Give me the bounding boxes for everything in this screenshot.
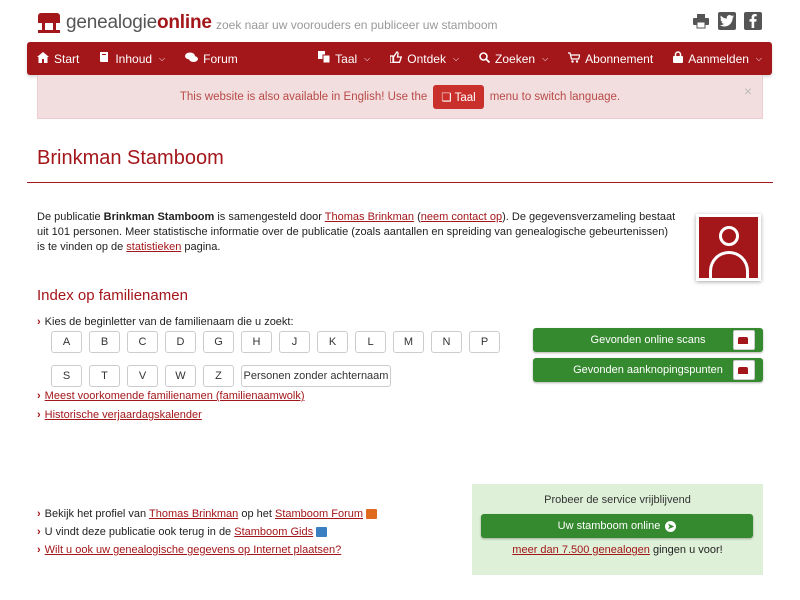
nav-taal-label: Taal	[335, 51, 358, 66]
nav-forum[interactable]	[175, 42, 248, 75]
nav-zoeken-label: Zoeken	[495, 51, 536, 66]
nav-forum-label: Forum	[203, 51, 238, 66]
chevron-right-icon: ›	[37, 390, 41, 402]
guide-icon	[316, 527, 327, 537]
page-title: Brinkman Stamboom	[37, 147, 224, 169]
chevron-right-icon: ›	[37, 526, 41, 538]
logo-icon	[38, 13, 60, 33]
no-surname-button[interactable]: Personen zonder achternaam	[241, 365, 391, 387]
contact-link[interactable]: neem contact op	[420, 211, 503, 223]
leads-label: Gevonden aanknopingspunten	[573, 364, 723, 376]
facebook-icon[interactable]	[744, 12, 762, 30]
promo-box	[472, 484, 763, 575]
chevron-down-icon: ⌵	[542, 53, 549, 63]
letter-button[interactable]: N	[431, 331, 462, 353]
genealogists-link[interactable]: meer dan 7.500 genealogen	[512, 544, 650, 556]
profile-line: › Bekijk het profiel van Thomas Brinkman op het Stamboom Forum	[37, 505, 377, 523]
chevron-down-icon: ⌵	[452, 53, 460, 63]
tagline: zoek naar uw voorouders en publiceer uw stamboom	[216, 18, 498, 32]
nav-inhoud[interactable]	[89, 42, 175, 75]
statistics-link[interactable]: statistieken	[126, 241, 182, 253]
letter-button[interactable]: A	[51, 331, 82, 353]
alert-taal-button[interactable]	[433, 85, 483, 109]
main-navbar	[27, 42, 772, 75]
letter-button[interactable]: H	[241, 331, 272, 353]
arrow-right-icon: ➤	[665, 521, 676, 532]
chevron-right-icon: ›	[37, 544, 41, 556]
letter-button[interactable]: D	[165, 331, 196, 353]
promo-title: Probeer de service vrijblijvend	[544, 494, 691, 506]
bottom-links	[37, 505, 377, 559]
cart-icon	[568, 52, 580, 66]
close-icon[interactable]: ×	[743, 83, 752, 99]
publish-link[interactable]: Wilt u ook uw genealogische gegevens op Internet plaatsen?	[44, 544, 342, 556]
top-bar	[38, 10, 762, 36]
comments-icon	[185, 52, 198, 66]
search-icon	[479, 52, 490, 66]
common-names-link[interactable]: Meest voorkomende familienamen (familienaamwolk)	[44, 390, 305, 402]
lock-icon	[673, 51, 683, 66]
stamboom-online-button[interactable]	[481, 514, 753, 538]
letter-button[interactable]: W	[165, 365, 196, 387]
letter-button[interactable]: Z	[203, 365, 234, 387]
nav-ontdek-label: Ontdek	[407, 51, 446, 66]
promo-footer: meer dan 7.500 genealogen gingen u voor!	[512, 544, 723, 556]
site-logo[interactable]	[38, 12, 212, 34]
author-link[interactable]: Thomas Brinkman	[324, 211, 415, 223]
publication-name: Brinkman Stamboom	[103, 211, 215, 223]
nav-abonnement[interactable]	[558, 42, 663, 75]
alert-text-after: menu to switch language.	[489, 90, 621, 103]
chevron-right-icon: ›	[37, 316, 41, 328]
forum-link[interactable]: Stamboom Forum	[275, 508, 364, 520]
nav-left	[27, 42, 248, 75]
translate-icon: ❏	[441, 91, 452, 104]
online-scans-button[interactable]	[533, 328, 763, 352]
letter-button[interactable]: J	[279, 331, 310, 353]
forum-icon	[366, 509, 377, 519]
chevron-right-icon: ›	[37, 409, 41, 421]
document-icon	[733, 360, 755, 380]
nav-start[interactable]	[27, 42, 89, 75]
guide-line: › U vindt deze publicatie ook terug in de Stamboom Gids	[37, 523, 377, 541]
share-icons	[692, 12, 762, 30]
print-icon[interactable]	[692, 12, 710, 30]
logo-text: genealogieonline	[66, 12, 212, 33]
document-icon	[733, 330, 755, 350]
birthday-calendar-link[interactable]: Historische verjaardagskalender	[44, 409, 202, 421]
letter-button[interactable]: P	[469, 331, 500, 353]
nav-taal[interactable]	[308, 42, 380, 75]
letter-button[interactable]: G	[203, 331, 234, 353]
nav-aanmelden-label: Aanmelden	[688, 51, 749, 66]
nav-aanmelden[interactable]	[663, 42, 772, 75]
chevron-down-icon: ⌵	[159, 53, 166, 63]
leads-button[interactable]	[533, 358, 763, 382]
stamboom-online-label: Uw stamboom online	[557, 520, 661, 532]
choose-letter-line	[37, 316, 294, 328]
alert-text-before: This website is also available in English! Use the	[179, 90, 428, 103]
nav-right	[308, 42, 772, 75]
user-icon	[699, 217, 758, 278]
letter-button[interactable]: K	[317, 331, 348, 353]
guide-link[interactable]: Stamboom Gids	[234, 526, 314, 538]
letter-button[interactable]: S	[51, 365, 82, 387]
nav-zoeken[interactable]	[469, 42, 558, 75]
nav-inhoud-label: Inhoud	[115, 51, 153, 66]
index-title: Index op familienamen	[37, 287, 188, 304]
letter-button[interactable]: M	[393, 331, 424, 353]
chevron-down-icon: ⌵	[755, 53, 762, 63]
nav-ontdek[interactable]	[380, 42, 469, 75]
chevron-right-icon: ›	[37, 508, 41, 520]
translate-icon	[318, 51, 330, 66]
intro-paragraph: De publicatie Brinkman Stamboom is samengesteld door Thomas Brinkman (neem contact op). De gegevensverzameling bestaat uit 101 personen. Meer statistische informatie over de publicatie (zoals aantallen en spreiding van genealogische gebeurtenissen) is te vinden op de statistieken pagina.	[37, 211, 676, 253]
nav-abonnement-label: Abonnement	[585, 51, 654, 66]
letter-grid	[51, 331, 521, 387]
home-icon	[37, 52, 49, 66]
language-alert	[37, 75, 763, 119]
chevron-down-icon: ⌵	[364, 53, 371, 63]
publish-line	[37, 541, 377, 559]
author-profile-link[interactable]: Thomas Brinkman	[149, 508, 239, 520]
avatar[interactable]	[696, 214, 761, 281]
letter-button[interactable]: C	[127, 331, 158, 353]
online-scans-label: Gevonden online scans	[590, 334, 706, 346]
letter-button[interactable]: L	[355, 331, 386, 353]
book-icon	[99, 51, 110, 66]
birthday-calendar-line	[37, 409, 202, 421]
letter-button[interactable]: B	[89, 331, 120, 353]
letter-button[interactable]: T	[89, 365, 120, 387]
common-names-line	[37, 390, 305, 402]
choose-letter-label: Kies de beginletter van de familienaam die u zoekt:	[44, 316, 294, 328]
thumbs-up-icon	[390, 51, 402, 66]
nav-start-label: Start	[54, 51, 80, 66]
letter-button[interactable]: V	[127, 365, 158, 387]
twitter-icon[interactable]	[718, 12, 736, 30]
alert-taal-label: Taal	[454, 91, 476, 104]
title-divider	[27, 182, 773, 183]
